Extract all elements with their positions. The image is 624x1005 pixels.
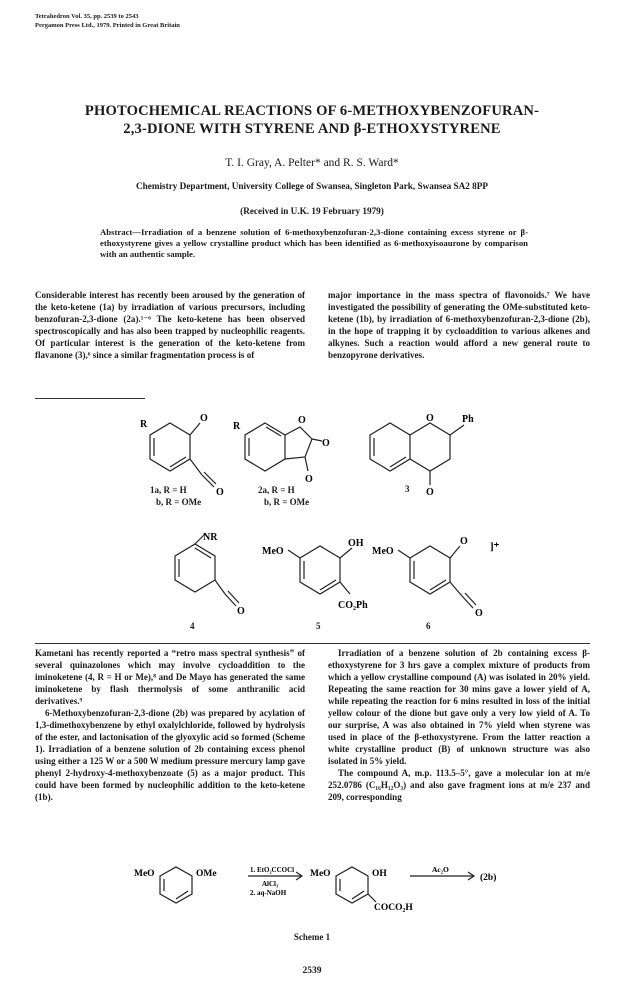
publisher-line: Pergamon Press Ltd., 1979. Printed in Great Britain — [35, 22, 180, 29]
atom-nr-4: NR — [203, 532, 218, 543]
intro-left-text: Considerable interest has recently been aroused by the generation of the keto-ketene (1a) by irradiation of various precursors, including benzofuran-2,3-dione (2a).¹⁻⁶ The keto-ketene has been observed spectroscopically and has also been trapped by nucleophilic reagents. Of particular interest is the generation of the keto-ketene from flavanone (3),⁶ since a similar fragmentation process is of — [35, 290, 305, 360]
intro-right-text: major importance in the mass spectra of flavonoids.⁷ We have investigated the possibility of generating the OMe-substituted keto-ketene (1b), by irradiation of 6-methoxybenzofuran-2,3-dione (2b), in the hope of trapping it by cycloaddition to various alkenes and alkynes. Such a reaction would afford a new general route to benzopyrone derivatives. — [328, 290, 590, 360]
column-divider-rule — [35, 398, 145, 399]
scheme-step2: 2. aq-NaOH — [250, 889, 287, 897]
affiliation: Chemistry Department, University College of Swansea, Singleton Park, Swansea SA2 8PP — [136, 181, 488, 191]
atom-meo-6: MeO — [372, 546, 394, 557]
label-2b-sub: R = OMe — [273, 497, 310, 507]
atom-o-1b: O — [216, 487, 224, 498]
atom-o-2a: O — [298, 415, 306, 426]
label-2a-sub: R = H — [271, 485, 295, 495]
label-6: 6 — [426, 621, 431, 631]
scheme-meo-sm: MeO — [134, 869, 155, 879]
structures-row-1 — [0, 405, 624, 520]
scheme-product: (2b) — [480, 873, 497, 883]
scheme-caption: Scheme 1 — [293, 932, 331, 942]
scheme-meo-int: MeO — [310, 869, 331, 879]
abstract — [100, 227, 528, 260]
structure-drawings-1 — [0, 405, 624, 520]
atom-oh-5: OH — [348, 538, 364, 549]
journal-header — [35, 12, 180, 30]
abstract-text: —Irradiation of a benzene solution of 6-methoxybenzofuran-2,3-dione containing excess styrene or β-ethoxystyrene gives a yellow crystalline product which has been identified as 6-methoxyisoaurone by comparison with an authentic sample. — [100, 227, 528, 259]
scheme-ome-sm: OMe — [196, 869, 217, 879]
atom-o-2c: O — [305, 474, 313, 485]
body-left-para-1: Kametani has recently reported a “retro mass spectral synthesis” of several quinazolones which may involve cycloaddition to the iminoketene (4, R = H or Me),⁸ and De Mayo has generated the same iminoketene by flash thermolysis of some anthranilic acid derivatives.⁹ — [35, 648, 305, 706]
scheme-drawing — [0, 852, 624, 930]
scheme-reagent2: Ac₂O — [432, 865, 449, 874]
label-1b: b — [156, 497, 162, 507]
body-right-para-2: The compound A, m.p. 113.5–5°, gave a molecular ion at m/e 252.0786 (C₁₆H₁₂O₃) and also gave fragment ions at m/e 237 and 209, corresponding — [328, 768, 590, 802]
paper-title — [40, 102, 584, 138]
atom-o-1a: O — [200, 413, 208, 424]
scheme-oh-int: OH — [372, 869, 387, 879]
charge-6: ]⁺ — [490, 541, 500, 553]
scheme-1 — [0, 852, 624, 930]
label-2a: 2a — [258, 485, 267, 495]
label-1a-sub: R = H — [163, 485, 187, 495]
atom-meo-5: MeO — [262, 546, 284, 557]
label-5: 5 — [316, 621, 321, 631]
atom-o-3b: O — [426, 487, 434, 498]
body-right-para-1: Irradiation of a benzene solution of 2b containing excess β-ethoxystyrene for 3 hrs gave a complex mixture of products from which a yellow crystalline compound (A) was isolated in 20% yield. Repeating the same reaction for 30 mins gave a lower yield of A, while repeating the reaction for 6 mins resulted in loss of the initial yellow colour of the dione but gave only a very low yield of A. To our surprise, A was also obtained in 7% yield when styrene was used in place of the β-ethoxystyrene. From the latter reaction a white crystalline product (B) of unknown structure was also isolated in 5% yield. — [328, 648, 590, 766]
received-date: (Received in U.K. 19 February 1979) — [240, 206, 384, 216]
atom-o-6a: O — [460, 536, 468, 547]
journal-line: Tetrahedron Vol. 35, pp. 2539 to 2543 — [35, 13, 139, 20]
atom-r-1: R — [140, 419, 148, 430]
label-compound-1: 1a, R = H b, R = OMe — [150, 485, 202, 507]
authors: T. I. Gray, A. Pelter* and R. S. Ward* — [225, 157, 399, 169]
scheme-step1b: AlCl₃ — [262, 880, 279, 888]
body-left-para-2: 6-Methoxybenzofuran-2,3-dione (2b) was prepared by acylation of 1,3-dimethoxybenzene by ethyl oxalylchloride, followed by hydrolysis of the ester, and lactonisation of the glyoxylic acid so formed (Scheme 1). Irradiation of a benzene solution of 2b containing excess phenol using either a 125 W or a 500 W medium pressure mercury lamp gave phenyl 2-hydroxy-4-methoxybenzoate (5) as a major product. This could have been formed by nucleophilic addition to the keto-ketene (1b). — [35, 708, 305, 802]
atom-o-4: O — [237, 606, 245, 617]
title-line-1: PHOTOCHEMICAL REACTIONS OF 6-METHOXYBENZOFURAN- — [84, 103, 540, 119]
atom-o-2b: O — [322, 438, 330, 449]
label-3: 3 — [405, 484, 410, 494]
page-number: 2539 — [302, 966, 322, 976]
atom-r-2: R — [233, 421, 241, 432]
label-1b-sub: R = OMe — [165, 497, 202, 507]
atom-o-3a: O — [426, 413, 434, 424]
body-left-column — [35, 647, 305, 803]
intro-left-column — [35, 289, 305, 361]
scheme-step1: 1. EtO₂CCOCl — [250, 866, 295, 874]
structure-drawings-2 — [0, 528, 624, 636]
abstract-heading: Abstract — [100, 227, 133, 237]
title-line-2: 2,3-DIONE WITH STYRENE AND β-ETHOXYSTYRENE — [123, 121, 501, 137]
atom-ph-3: Ph — [462, 414, 474, 425]
label-1a: 1a — [150, 485, 159, 495]
atom-co2ph-5: CO₂Ph — [338, 600, 368, 611]
structures-row-2 — [0, 528, 624, 636]
label-2b: b — [264, 497, 270, 507]
intro-right-column — [328, 289, 590, 361]
body-right-column — [328, 647, 590, 803]
section-rule — [35, 643, 590, 644]
label-4: 4 — [190, 621, 195, 631]
label-compound-2: 2a, R = H b, R = OMe — [258, 485, 310, 507]
atom-o-6b: O — [475, 608, 483, 619]
scheme-cocoh-int: COCO₂H — [374, 903, 413, 913]
